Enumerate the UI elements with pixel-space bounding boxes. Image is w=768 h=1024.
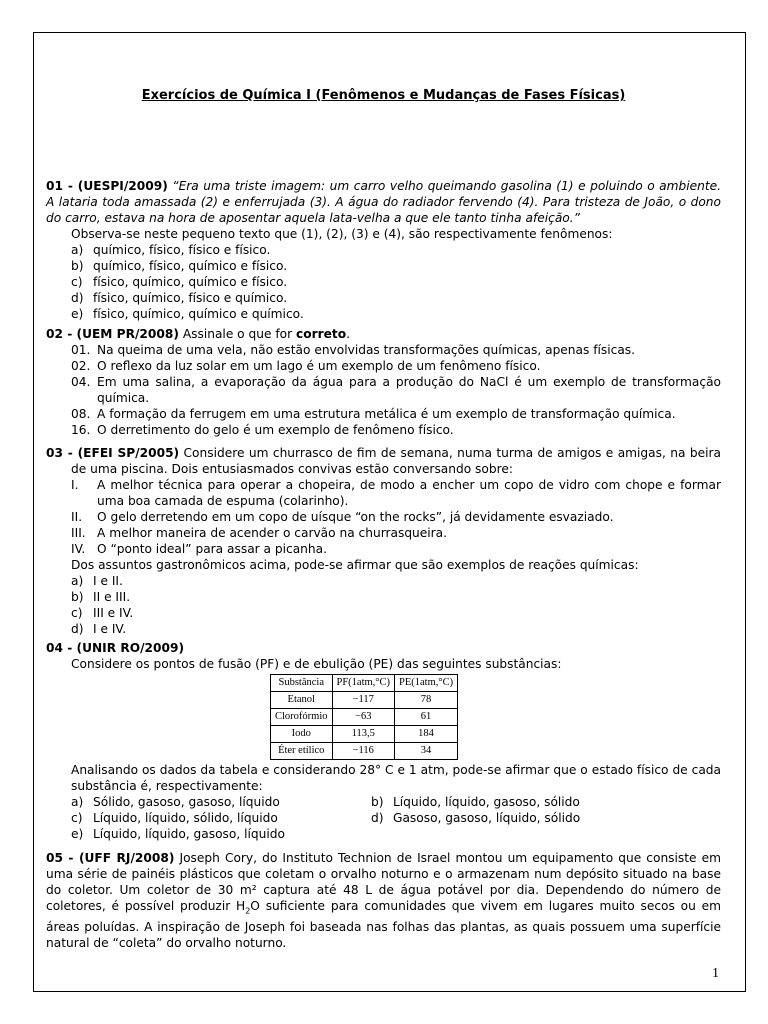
- question-02-statement: 02 - (UEM PR/2008) Assinale o que for correto.: [46, 327, 350, 341]
- option-item: d) I e IV.: [71, 622, 127, 636]
- table-row: Etanol −117 78: [271, 692, 458, 709]
- question-03-tag: 03 - (EFEI SP/2005): [46, 446, 180, 460]
- option-item: a) I e II.: [71, 574, 123, 588]
- question-04-prompt: Considere os pontos de fusão (PF) e de ebulição (PE) das seguintes substâncias:: [71, 657, 562, 671]
- list-item: 02. O reflexo da luz solar em um lago é um exemplo de um fenômeno físico.: [71, 359, 541, 373]
- option-item: d) físico, químico, físico e químico.: [71, 291, 288, 305]
- option-item: c) III e IV.: [71, 606, 134, 620]
- table-row: Clorofórmio −63 61: [271, 709, 458, 726]
- question-03-options: [46, 573, 721, 637]
- option-item: a) Sólido, gasoso, gasoso, líquido: [71, 795, 280, 809]
- question-03-question: Dos assuntos gastronômicos acima, pode-se afirmar que são exemplos de reações químicas:: [71, 558, 639, 572]
- question-01-quote: “Era uma triste imagem: um carro velho queimando gasolina (1) e poluindo o ambiente. A lataria toda amassada (2) e enferrujada (3). A água do radiador fervendo (4). Para tristeza de João, o dono do carro, estava na hora de aposentar aquela lata-velha a que ele tanto tinha afeição.”: [46, 179, 722, 225]
- list-item: II. O gelo derretendo em um copo de uísque “on the rocks”, já devidamente esvaziado.: [71, 510, 614, 524]
- list-item: 01. Na queima de uma vela, não estão envolvidas transformações químicas, apenas físicas.: [71, 343, 636, 357]
- list-item: III. A melhor maneira de acender o carvão na churrasqueira.: [71, 526, 448, 540]
- question-01-prompt: Observa-se neste pequeno texto que (1), (2), (3) e (4), são respectivamente fenômenos:: [71, 227, 613, 241]
- question-04-options: [46, 794, 721, 842]
- page-number: 1: [712, 966, 719, 981]
- substances-table: [270, 674, 458, 760]
- question-03-statement: 03 - (EFEI SP/2005) Considere um churrasco de fim de semana, numa turma de amigos e amigas, na beira de uma piscina. Dois entusiasmados convivas estão conversando sobre:: [46, 446, 721, 476]
- list-item: I. A melhor técnica para operar a chopeira, de modo a encher um copo de vidro com chope e formar uma boa camada de espuma (colarinho).: [71, 478, 721, 508]
- question-04-tag: 04 - (UNIR RO/2009): [46, 641, 185, 655]
- option-item: b) II e III.: [71, 590, 131, 604]
- question-02-items: [46, 342, 721, 438]
- list-item: 16. O derretimento do gelo é um exemplo de fenômeno físico.: [71, 423, 454, 437]
- question-02: [46, 326, 721, 438]
- option-item: c) físico, químico, químico e físico.: [71, 275, 288, 289]
- option-item: c) Líquido, líquido, sólido, líquido: [71, 811, 278, 825]
- list-item: 04. Em uma salina, a evaporação da água para a produção do NaCl é um exemplo de transformação química.: [71, 375, 721, 405]
- list-item: 08. A formação da ferrugem em uma estrutura metálica é um exemplo de transformação química.: [71, 407, 676, 421]
- question-01: [46, 178, 721, 322]
- table-row: Éter etílico −116 34: [271, 743, 458, 760]
- question-04: [46, 640, 721, 842]
- option-item: e) físico, químico, químico e químico.: [71, 307, 304, 321]
- table-header-row: Substância PF(1atm,°C) PE(1atm,°C): [271, 675, 458, 692]
- option-item: d) Gasoso, gasoso, líquido, sólido: [371, 811, 581, 825]
- list-item: IV. O “ponto ideal” para assar a picanha.: [71, 542, 327, 556]
- question-01-statement: [46, 178, 721, 226]
- option-item: a) químico, físico, físico e físico.: [71, 243, 271, 257]
- question-05-tag: 05 - (UFF RJ/2008): [46, 851, 175, 865]
- question-01-tag: 01 - (UESPI/2009): [46, 179, 168, 193]
- question-02-tag: 02 - (UEM PR/2008): [46, 327, 179, 341]
- option-item: b) químico, físico, químico e físico.: [71, 259, 288, 273]
- option-item: e) Líquido, líquido, gasoso, líquido: [71, 827, 285, 841]
- table-row: Iodo 113,5 184: [271, 726, 458, 743]
- option-item: b) Líquido, líquido, gasoso, sólido: [371, 795, 580, 809]
- question-03-items: [46, 477, 721, 557]
- question-03: [46, 445, 721, 637]
- question-01-options: [46, 242, 721, 322]
- question-05: 05 - (UFF RJ/2008) Joseph Cory, do Instituto Technion de Israel montou um equipamento que consiste em uma série de painéis plásticos que coletam o orvalho noturno e o armazenam num depósito situado na base do coletor. Um coletor de 30 m² captura até 48 L de água potável por dia. Dependendo do número de coletores, é possível produzir $H_2O$ suficiente para comunidades que vivem em lugares muito secos ou em áreas poluídas. A inspiração de Joseph foi baseada nas folhas das plantas, as quais possuem uma superfície natural de “coleta” do orvalho noturno.: [46, 851, 721, 951]
- page-title: Exercícios de Química I (Fenômenos e Mudanças de Fases Físicas): [141, 88, 626, 103]
- question-04-question: Analisando os dados da tabela e considerando 28° C e 1 atm, pode-se afirmar que o estado físico de cada substância é, respectivamente:: [71, 763, 721, 793]
